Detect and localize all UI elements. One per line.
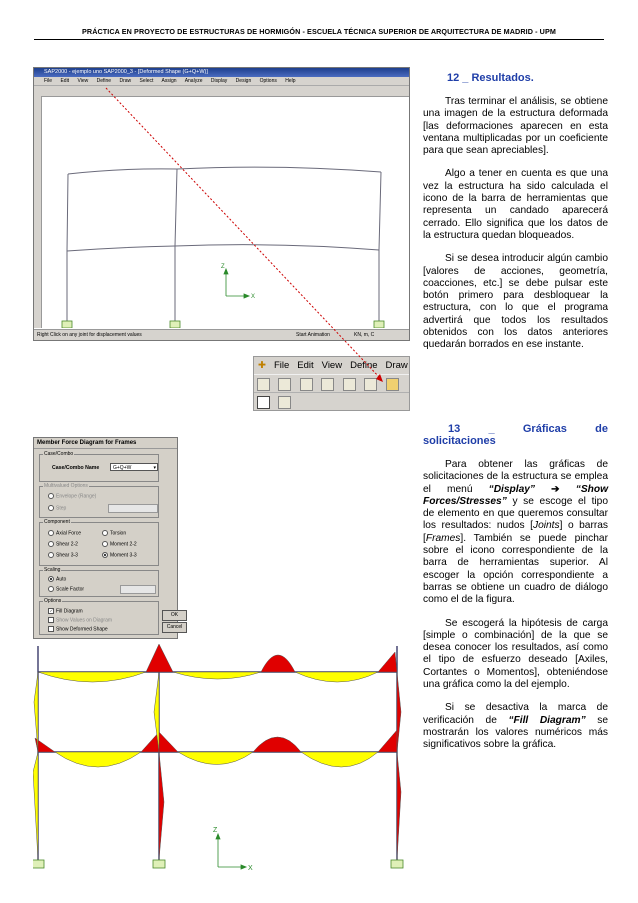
options-group: Options ✓ Fill Diagram Show Values on Diagram Show Deformed Shape	[39, 601, 159, 635]
section-12-paragraph-2: Algo a tener en cuenta es que una vez la estructura ha sido calculada el icono de la barra de herramientas que representa un candado aparecerá cerrado. Ello significa que los datos de la estructura quedan bloqueados.	[423, 168, 608, 241]
menu-file[interactable]: File	[44, 78, 53, 84]
axial-force-radio[interactable]: Axial Force	[48, 530, 81, 536]
diagram-support-left	[33, 860, 44, 868]
scale-factor-input[interactable]	[120, 585, 156, 594]
section-12-body	[423, 96, 608, 363]
diagram-support-mid	[153, 860, 165, 868]
envelope-radio[interactable]: Envelope (Range)	[48, 493, 96, 499]
step-input[interactable]	[108, 504, 158, 513]
status-hint: Right Click on any joint for displacement values	[37, 332, 142, 338]
dialog-title: Member Force Diagram for Frames	[34, 438, 177, 449]
diagram-axis-z: Z	[213, 827, 218, 834]
show-deformed-checkbox[interactable]: Show Deformed Shape	[48, 626, 108, 632]
app-icon: ✚	[258, 360, 266, 371]
menu-draw[interactable]: Draw	[119, 78, 132, 84]
menu-design[interactable]: Design	[235, 78, 252, 84]
shear-33-radio[interactable]: Shear 3-3	[48, 552, 78, 558]
show-values-checkbox[interactable]: Show Values on Diagram	[48, 617, 112, 623]
zoom-menu-file[interactable]: File	[273, 360, 290, 371]
cancel-button[interactable]: Cancel	[162, 622, 187, 633]
auto-scale-radio[interactable]: Auto	[48, 576, 66, 582]
units-select[interactable]: KN, m, C	[354, 332, 375, 338]
component-group: Component Axial Force Torsion Shear 2-2 Moment 2-2 Shear 3-3 Moment 3-3	[39, 522, 159, 566]
zoom-menu-edit[interactable]: Edit	[297, 360, 314, 371]
multivalued-group: Multivalued Options Envelope (Range) Step	[39, 486, 159, 518]
moment-22-radio[interactable]: Moment 2-2	[102, 541, 137, 547]
section-13-title: 13 _ Gráficas de solicitaciones	[423, 423, 608, 447]
menu-view[interactable]: View	[77, 78, 89, 84]
section-12-paragraph-1: Tras terminar el análisis, se obtiene una imagen de la estructura deformada [las deformaciones aparecen en esta ventana multiplicadas por un coeficiente para que sean apreciables].	[423, 96, 608, 157]
chevron-down-icon: ▾	[153, 465, 156, 471]
section-13-paragraph-1: Para obtener las gráficas de solicitaciones de la estructura se emplea el menú “Display” ➔ “Show Forces/Stresses” y se escoge el tipo de elemento en que queremos consultar los resultados: nudos [Joints] o barras [Frames]. También se puede pinchar sobre el icono correspondiente de la barra de herramientas superior. Al escoger la opción correspondiente a barras se obtiene un cuadro de diálogo como el de la figura.	[423, 459, 609, 606]
section-13-body	[423, 459, 608, 763]
case-combo-label: Case/Combo Name	[52, 465, 100, 471]
ok-button[interactable]: OK	[162, 610, 187, 621]
menu-assign[interactable]: Assign	[161, 78, 177, 84]
page-header: PRÁCTICA EN PROYECTO DE ESTRUCTURAS DE HORMIGÓN - ESCUELA TÉCNICA SUPERIOR DE ARQUITECTURA DE MADRID - UPM	[82, 27, 556, 36]
zoom-menu-draw[interactable]: Draw	[385, 360, 408, 371]
section-12-title: 12 _ Resultados.	[447, 72, 534, 84]
diagram-axis-x: X	[248, 865, 253, 872]
menu-options[interactable]: Options	[259, 78, 277, 84]
menu-define[interactable]: Define	[96, 78, 112, 84]
fill-diagram-checkbox[interactable]: ✓ Fill Diagram	[49, 608, 83, 615]
menu-analyze[interactable]: Analyze	[184, 78, 203, 84]
torsion-radio[interactable]: Torsion	[102, 530, 126, 536]
shear-22-radio[interactable]: Shear 2-2	[48, 541, 78, 547]
axis-z-label: Z	[221, 264, 225, 270]
moment-diagram	[33, 642, 413, 877]
menu-help[interactable]: Help	[285, 78, 296, 84]
case-combo-select[interactable]: G+Q+W ▾	[110, 463, 158, 471]
scaling-group: Scaling Auto Scale Factor	[39, 570, 159, 597]
section-13-paragraph-2: Se escogerá la hipótesis de carga [simple o combinación] de la que se desea conocer los resultados, así como el tipo de esfuerzo deseado [Axiles, Cortantes o Momentos], obteniéndose una gráfica como la del ejemplo.	[423, 617, 608, 691]
zoom-menu-view[interactable]: View	[321, 360, 343, 371]
section-13-paragraph-3: Si se desactiva la marca de verificación de “Fill Diagram” se mostrarán los valores numéricos más significativos sobre la gráfica.	[423, 702, 609, 751]
diagram-support-right	[391, 860, 403, 868]
member-force-dialog	[33, 437, 183, 639]
scale-factor-radio[interactable]: Scale Factor	[48, 586, 84, 592]
menu-edit[interactable]: Edit	[60, 78, 70, 84]
section-12-paragraph-3: Si se desea introducir algún cambio [valores de acciones, geometría, coacciones, etc.] se debe pulsar este botón primero para desbloquear la estructura, con lo que el programa advertirá que todos los resultados obtenidos con los datos anteriores quedarán borrados en ese instante.	[423, 253, 608, 351]
menu-display[interactable]: Display	[210, 78, 228, 84]
moment-33-radio[interactable]: Moment 3-3	[102, 552, 137, 558]
menu-select[interactable]: Select	[139, 78, 154, 84]
step-radio[interactable]: Step	[48, 505, 66, 511]
window-title: SAP2000 - ejemplo uno SAP2000_3 - [Deformed Shape (G+Q+W)]	[34, 68, 409, 77]
case-combo-group: Case/Combo Case/Combo Name G+Q+W ▾	[39, 454, 159, 482]
axis-x-label: X	[251, 294, 256, 300]
start-animation-button[interactable]: Start Animation	[296, 332, 330, 338]
zoom-menu-define[interactable]: Define	[350, 360, 378, 371]
